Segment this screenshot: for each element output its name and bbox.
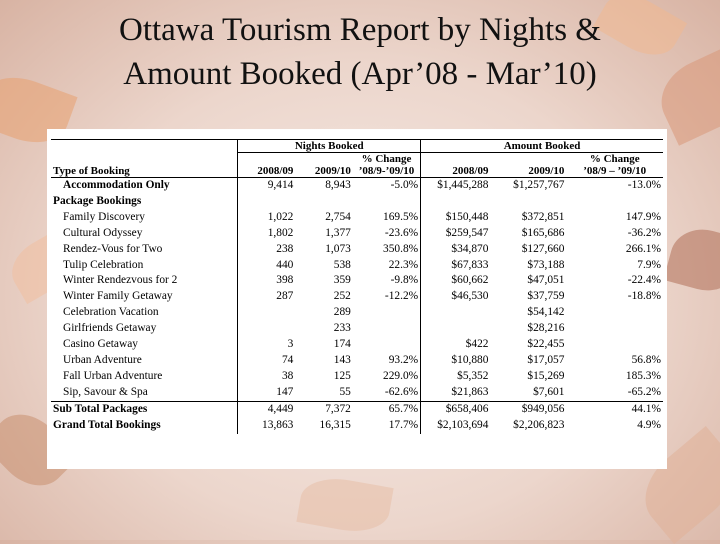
header-blank (238, 153, 296, 166)
amount-2009-10: $949,056 (521, 402, 565, 415)
background-leaf (296, 473, 393, 538)
nights-pct-change: 169.5% (383, 210, 419, 223)
row-label: Casino Getaway (63, 338, 138, 351)
table-row (51, 258, 663, 274)
nights-2008-09: 287 (238, 289, 296, 305)
row-label: Urban Adventure (63, 353, 142, 366)
amount-2009-10: $17,057 (527, 353, 565, 366)
amount-2008-09: $422 (421, 337, 491, 353)
table-row (51, 305, 663, 321)
nights-2009-10: 55 (339, 385, 351, 398)
nights-pct-change: 350.8% (383, 242, 419, 255)
nights-2009-10: 7,372 (325, 402, 351, 415)
nights-2008-09: 1,022 (238, 210, 296, 226)
nights-2009-10: 538 (333, 258, 351, 271)
column-header-nights-pct: ’08/9-’09/10 (358, 165, 415, 177)
amount-pct-change: -22.4% (627, 274, 661, 287)
column-header-amount-2009-10: 2009/10 (528, 165, 565, 177)
column-header-amount-pct: ’08/9 – ’09/10 (583, 165, 647, 177)
row-label: Winter Family Getaway (63, 290, 173, 303)
slide-title-line-2: Amount Booked (Apr’08 - Mar’10) (123, 56, 597, 92)
header-blank (490, 153, 566, 166)
nights-pct-change (353, 305, 421, 321)
nights-2008-09: 9,414 (238, 178, 296, 194)
table-row (51, 321, 663, 337)
nights-2009-10: 8,943 (325, 179, 351, 191)
table-row (51, 194, 663, 210)
amount-booked-header: Amount Booked (421, 140, 663, 153)
amount-2009-10: $127,660 (521, 242, 565, 255)
nights-pct-change (353, 337, 421, 353)
amount-2008-09: $67,833 (421, 258, 491, 274)
nights-2008-09: 4,449 (238, 401, 296, 417)
nights-pct-change: 17.7% (388, 418, 419, 431)
amount-pct-change: 185.3% (625, 369, 661, 382)
row-label: Sip, Savour & Spa (63, 385, 148, 398)
amount-pct-change (566, 194, 663, 210)
nights-2008-09 (238, 194, 296, 210)
amount-pct-change: -65.2% (627, 385, 661, 398)
amount-2008-09: $150,448 (421, 210, 491, 226)
slide-title-line-1: Ottawa Tourism Report by Nights & (119, 12, 601, 48)
amount-pct-change: 56.8% (631, 353, 661, 366)
amount-2008-09: $1,445,288 (421, 178, 491, 194)
row-label: Accommodation Only (63, 179, 170, 191)
table-row (51, 178, 663, 194)
amount-pct-change: 266.1% (625, 242, 661, 255)
nights-2009-10: 2,754 (325, 210, 351, 223)
report-table (51, 139, 663, 434)
row-label: Winter Rendezvous for 2 (63, 274, 178, 287)
report-table-panel (47, 129, 667, 469)
nights-pct-change (353, 321, 421, 337)
nights-2009-10: 289 (333, 306, 351, 319)
row-label: Rendez-Vous for Two (63, 242, 163, 255)
column-header-type: Type of Booking (53, 165, 130, 177)
row-label: Tulip Celebration (63, 258, 144, 271)
row-label: Celebration Vacation (63, 306, 159, 319)
amount-2008-09 (421, 305, 491, 321)
nights-2008-09: 74 (238, 353, 296, 369)
nights-2008-09: 147 (238, 385, 296, 401)
amount-2009-10: $73,188 (527, 258, 565, 271)
nights-2009-10: 143 (333, 353, 351, 366)
amount-pct-change: 147.9% (625, 210, 661, 223)
amount-pct-change: 4.9% (637, 418, 661, 431)
nights-pct-change: 65.7% (388, 402, 419, 415)
amount-2008-09: $658,406 (421, 401, 491, 417)
nights-pct-change: -5.0% (390, 179, 419, 191)
table-row (51, 369, 663, 385)
nights-pct-change (353, 194, 421, 210)
amount-2008-09 (421, 194, 491, 210)
slide-title (0, 8, 720, 96)
row-label: Cultural Odyssey (63, 226, 143, 239)
nights-2009-10: 233 (333, 322, 351, 335)
header-blank (421, 153, 491, 166)
nights-2008-09: 398 (238, 273, 296, 289)
column-header-amount-2008-09: 2008/09 (421, 165, 491, 178)
amount-pct-change: 44.1% (631, 402, 661, 415)
pct-header-row (51, 153, 663, 166)
table-row (51, 385, 663, 401)
amount-2009-10: $28,216 (527, 322, 565, 335)
row-label: Fall Urban Adventure (63, 369, 163, 382)
row-label: Grand Total Bookings (53, 418, 161, 431)
nights-2008-09: 440 (238, 258, 296, 274)
nights-pct-change: -62.6% (384, 385, 419, 398)
table-row (51, 273, 663, 289)
amount-pct-change (566, 305, 663, 321)
nights-2009-10: 16,315 (319, 418, 351, 431)
amount-2008-09: $34,870 (421, 242, 491, 258)
amount-pct-change (566, 321, 663, 337)
amount-2009-10: $15,269 (527, 369, 565, 382)
table-row (51, 289, 663, 305)
row-label: Package Bookings (53, 194, 142, 207)
amount-pct-change: -13.0% (627, 179, 661, 191)
table-row (51, 353, 663, 369)
amount-pct-change-label: % Change (589, 153, 640, 165)
amount-pct-change: -18.8% (627, 290, 661, 303)
nights-pct-change: -23.6% (384, 226, 419, 239)
table-row (51, 401, 663, 417)
nights-2009-10: 252 (333, 290, 351, 303)
nights-2008-09: 3 (238, 337, 296, 353)
table-body (51, 178, 663, 434)
header-blank (51, 153, 238, 166)
nights-2009-10: 1,073 (325, 242, 351, 255)
background-leaf (663, 222, 720, 298)
amount-2008-09 (421, 321, 491, 337)
nights-2009-10: 174 (333, 338, 351, 351)
amount-2009-10 (490, 194, 566, 210)
nights-2009-10 (295, 194, 353, 210)
nights-pct-change: 22.3% (388, 258, 419, 271)
nights-2008-09: 238 (238, 242, 296, 258)
table-row (51, 210, 663, 226)
nights-2008-09: 38 (238, 369, 296, 385)
amount-pct-change (566, 337, 663, 353)
amount-pct-change: 7.9% (637, 258, 661, 271)
nights-pct-change: -9.8% (390, 274, 419, 287)
amount-2008-09: $10,880 (421, 353, 491, 369)
table-row (51, 418, 663, 434)
nights-pct-change: -12.2% (384, 290, 419, 303)
nights-booked-header: Nights Booked (238, 140, 421, 153)
amount-2009-10: $22,455 (527, 338, 565, 351)
nights-2009-10: 125 (333, 369, 351, 382)
nights-pct-change: 93.2% (388, 353, 419, 366)
table-row (51, 337, 663, 353)
nights-2008-09 (238, 321, 296, 337)
nights-2008-09: 13,863 (238, 418, 296, 434)
row-label: Girlfriends Getaway (63, 322, 157, 335)
header-blank (295, 153, 353, 166)
amount-2009-10: $54,142 (527, 306, 565, 319)
nights-2008-09: 1,802 (238, 226, 296, 242)
nights-2009-10: 359 (333, 274, 351, 287)
row-label: Family Discovery (63, 210, 145, 223)
amount-2008-09: $5,352 (421, 369, 491, 385)
nights-2009-10: 1,377 (325, 226, 351, 239)
amount-2008-09: $21,863 (421, 385, 491, 401)
group-header-row (51, 140, 663, 153)
amount-2009-10: $2,206,823 (513, 418, 565, 431)
amount-pct-change: -36.2% (627, 226, 661, 239)
amount-2008-09: $46,530 (421, 289, 491, 305)
amount-2008-09: $2,103,694 (421, 418, 491, 434)
amount-2009-10: $1,257,767 (513, 179, 565, 191)
amount-2009-10: $7,601 (533, 385, 565, 398)
nights-2008-09 (238, 305, 296, 321)
table-row (51, 226, 663, 242)
column-header-row (51, 165, 663, 178)
column-header-nights-2009-10: 2009/10 (314, 165, 351, 177)
nights-pct-change-label: % Change (361, 153, 412, 165)
amount-2008-09: $60,662 (421, 273, 491, 289)
amount-2009-10: $37,759 (527, 290, 565, 303)
header-blank (51, 140, 238, 153)
column-header-nights-2008-09: 2008/09 (238, 165, 296, 178)
nights-pct-change: 229.0% (383, 369, 419, 382)
table-row (51, 242, 663, 258)
amount-2009-10: $47,051 (527, 274, 565, 287)
row-label: Sub Total Packages (53, 402, 148, 415)
amount-2009-10: $165,686 (521, 226, 565, 239)
amount-2008-09: $259,547 (421, 226, 491, 242)
amount-2009-10: $372,851 (521, 210, 565, 223)
